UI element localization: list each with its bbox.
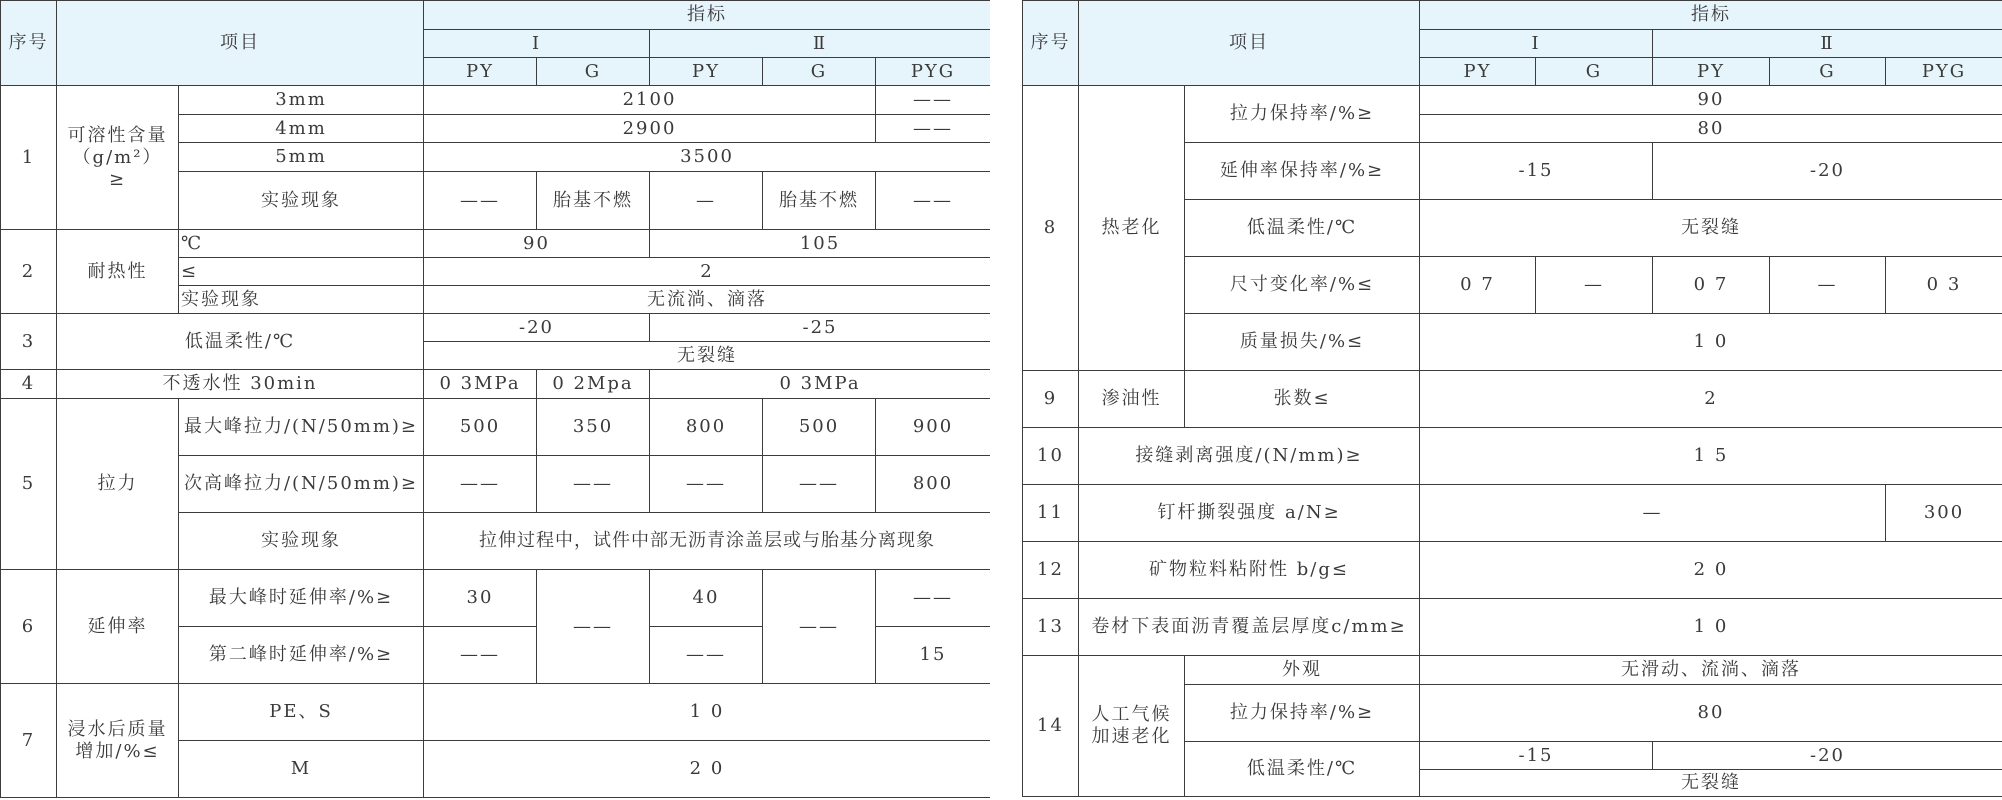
value-cell: 无裂缝: [1420, 770, 2002, 797]
row-name: 渗油性: [1079, 371, 1185, 428]
header-seq: 序号: [1023, 1, 1079, 86]
sub-item: 拉力保持率/%≥: [1185, 86, 1420, 143]
row-no: 9: [1023, 371, 1079, 428]
value-cell: -15: [1420, 742, 1653, 770]
value-cell: 80: [1420, 115, 2002, 143]
value-cell: 105: [650, 230, 991, 258]
sub-item: 实验现象: [179, 513, 424, 570]
value-cell: 1 5: [1420, 428, 2002, 485]
sub-item: M: [179, 741, 424, 798]
header-py: PY: [424, 58, 537, 86]
value-cell: 0 3MPa: [424, 370, 537, 399]
value-cell: -20: [1653, 143, 2002, 200]
row-no: 2: [1, 230, 57, 314]
sub-item: 质量损失/%≤: [1185, 314, 1420, 371]
row-no: 10: [1023, 428, 1079, 485]
sub-item: 外观: [1185, 656, 1420, 685]
header-indicator: 指标: [1420, 1, 2002, 30]
row-name: 低温柔性/℃: [57, 314, 424, 370]
value-cell: ——: [650, 456, 763, 513]
value-cell: ——: [424, 627, 537, 684]
table-gutter: [990, 0, 1022, 800]
value-cell: ——: [424, 456, 537, 513]
value-cell: 1 0: [1420, 314, 2002, 371]
value-cell: 900: [876, 399, 991, 456]
value-cell: 30: [424, 570, 537, 627]
sub-item: PE、S: [179, 684, 424, 741]
sub-item: 实验现象: [179, 286, 424, 314]
header-item: 项目: [57, 1, 424, 86]
sub-item: 拉力保持率/%≥: [1185, 685, 1420, 742]
header-g: G: [763, 58, 876, 86]
sub-item: 5mm: [179, 143, 424, 172]
value-cell: ——: [424, 172, 537, 230]
value-cell: ——: [537, 570, 650, 684]
row-name: 可溶性含量（g/m²）≥: [57, 86, 179, 230]
row-name: 拉力: [57, 399, 179, 570]
sub-item: ℃: [179, 230, 424, 258]
sub-item: ≤: [179, 258, 424, 286]
value-cell: ——: [763, 456, 876, 513]
value-cell: 无裂缝: [424, 342, 991, 370]
value-cell: 2900: [424, 115, 876, 143]
row-name: 卷材下表面沥青覆盖层厚度c/mm≥: [1079, 599, 1420, 656]
value-cell: 350: [537, 399, 650, 456]
header-item: 项目: [1079, 1, 1420, 86]
sub-item: 第二峰时延伸率/%≥: [179, 627, 424, 684]
sub-item: 最大峰拉力/(N/50mm)≥: [179, 399, 424, 456]
sub-item: 张数≤: [1185, 371, 1420, 428]
value-cell: 无滑动、流淌、滴落: [1420, 656, 2002, 685]
header-pyg: PYG: [1886, 58, 2002, 86]
value-cell: 0 3MPa: [650, 370, 991, 399]
sub-item: 延伸率保持率/%≥: [1185, 143, 1420, 200]
sub-item: 3mm: [179, 86, 424, 115]
header-g: G: [1536, 58, 1653, 86]
row-no: 6: [1, 570, 57, 684]
value-cell: 2: [1420, 371, 2002, 428]
header-grade-1: Ⅰ: [1420, 30, 1653, 58]
row-no: 3: [1, 314, 57, 370]
value-cell: —: [1770, 257, 1886, 314]
header-py: PY: [1653, 58, 1770, 86]
value-cell: 2100: [424, 86, 876, 115]
value-cell: -20: [424, 314, 650, 342]
right-spec-table: [1022, 0, 2002, 797]
value-cell: 3500: [424, 143, 991, 172]
header-pyg: PYG: [876, 58, 991, 86]
row-no: 7: [1, 684, 57, 798]
value-cell: 300: [1886, 485, 2002, 542]
value-cell: -25: [650, 314, 991, 342]
value-cell: 胎基不燃: [537, 172, 650, 230]
header-g: G: [537, 58, 650, 86]
row-no: 11: [1023, 485, 1079, 542]
row-name: 浸水后质量增加/%≤: [57, 684, 179, 798]
sub-item: 低温柔性/℃: [1185, 200, 1420, 257]
value-cell: -15: [1420, 143, 1653, 200]
header-py: PY: [650, 58, 763, 86]
value-cell: 15: [876, 627, 991, 684]
value-cell: ——: [876, 115, 991, 143]
row-name: 人工气候加速老化: [1079, 656, 1185, 797]
value-cell: ——: [763, 570, 876, 684]
value-cell: 800: [876, 456, 991, 513]
value-cell: 800: [650, 399, 763, 456]
sub-item: 实验现象: [179, 172, 424, 230]
value-cell: —: [1536, 257, 1653, 314]
value-cell: 0 3: [1886, 257, 2002, 314]
row-name: 不透水性 30min: [57, 370, 424, 399]
row-no: 14: [1023, 656, 1079, 797]
value-cell: 500: [763, 399, 876, 456]
sub-item: 尺寸变化率/%≤: [1185, 257, 1420, 314]
row-name: 延伸率: [57, 570, 179, 684]
value-cell: 90: [1420, 86, 2002, 115]
value-cell: 500: [424, 399, 537, 456]
value-cell: 无裂缝: [1420, 200, 2002, 257]
value-cell: 无流淌、滴落: [424, 286, 991, 314]
row-name: 耐热性: [57, 230, 179, 314]
header-g: G: [1770, 58, 1886, 86]
value-cell: ——: [876, 172, 991, 230]
header-py: PY: [1420, 58, 1536, 86]
value-cell: 2 0: [424, 741, 991, 798]
value-cell: 0 7: [1420, 257, 1536, 314]
row-name: 接缝剥离强度/(N/mm)≥: [1079, 428, 1420, 485]
row-no: 4: [1, 370, 57, 399]
row-no: 13: [1023, 599, 1079, 656]
value-cell: 胎基不燃: [763, 172, 876, 230]
value-cell: 1 0: [1420, 599, 2002, 656]
sub-item: 最大峰时延伸率/%≥: [179, 570, 424, 627]
header-grade-2: Ⅱ: [1653, 30, 2002, 58]
row-no: 8: [1023, 86, 1079, 371]
value-cell: ——: [650, 627, 763, 684]
row-no: 5: [1, 399, 57, 570]
row-no: 12: [1023, 542, 1079, 599]
value-cell: 0 2Mpa: [537, 370, 650, 399]
value-cell: 1 0: [424, 684, 991, 741]
row-name: 热老化: [1079, 86, 1185, 371]
value-cell: 0 7: [1653, 257, 1770, 314]
header-indicator: 指标: [424, 1, 991, 30]
row-no: 1: [1, 86, 57, 230]
sub-item: 4mm: [179, 115, 424, 143]
value-cell: -20: [1653, 742, 2002, 770]
header-grade-2: Ⅱ: [650, 30, 991, 58]
value-cell: 拉伸过程中，试件中部无沥青涂盖层或与胎基分离现象: [424, 513, 991, 570]
header-seq: 序号: [1, 1, 57, 86]
sub-item: 低温柔性/℃: [1185, 742, 1420, 797]
value-cell: 80: [1420, 685, 2002, 742]
left-spec-table: [0, 0, 991, 798]
value-cell: ——: [537, 456, 650, 513]
value-cell: 40: [650, 570, 763, 627]
value-cell: ——: [876, 570, 991, 627]
value-cell: 2 0: [1420, 542, 2002, 599]
header-grade-1: Ⅰ: [424, 30, 650, 58]
row-name: 钉杆撕裂强度 a/N≥: [1079, 485, 1420, 542]
value-cell: —: [1420, 485, 1886, 542]
value-cell: —: [650, 172, 763, 230]
value-cell: 2: [424, 258, 991, 286]
row-name: 矿物粒料粘附性 b/g≤: [1079, 542, 1420, 599]
sub-item: 次高峰拉力/(N/50mm)≥: [179, 456, 424, 513]
value-cell: ——: [876, 86, 991, 115]
value-cell: 90: [424, 230, 650, 258]
